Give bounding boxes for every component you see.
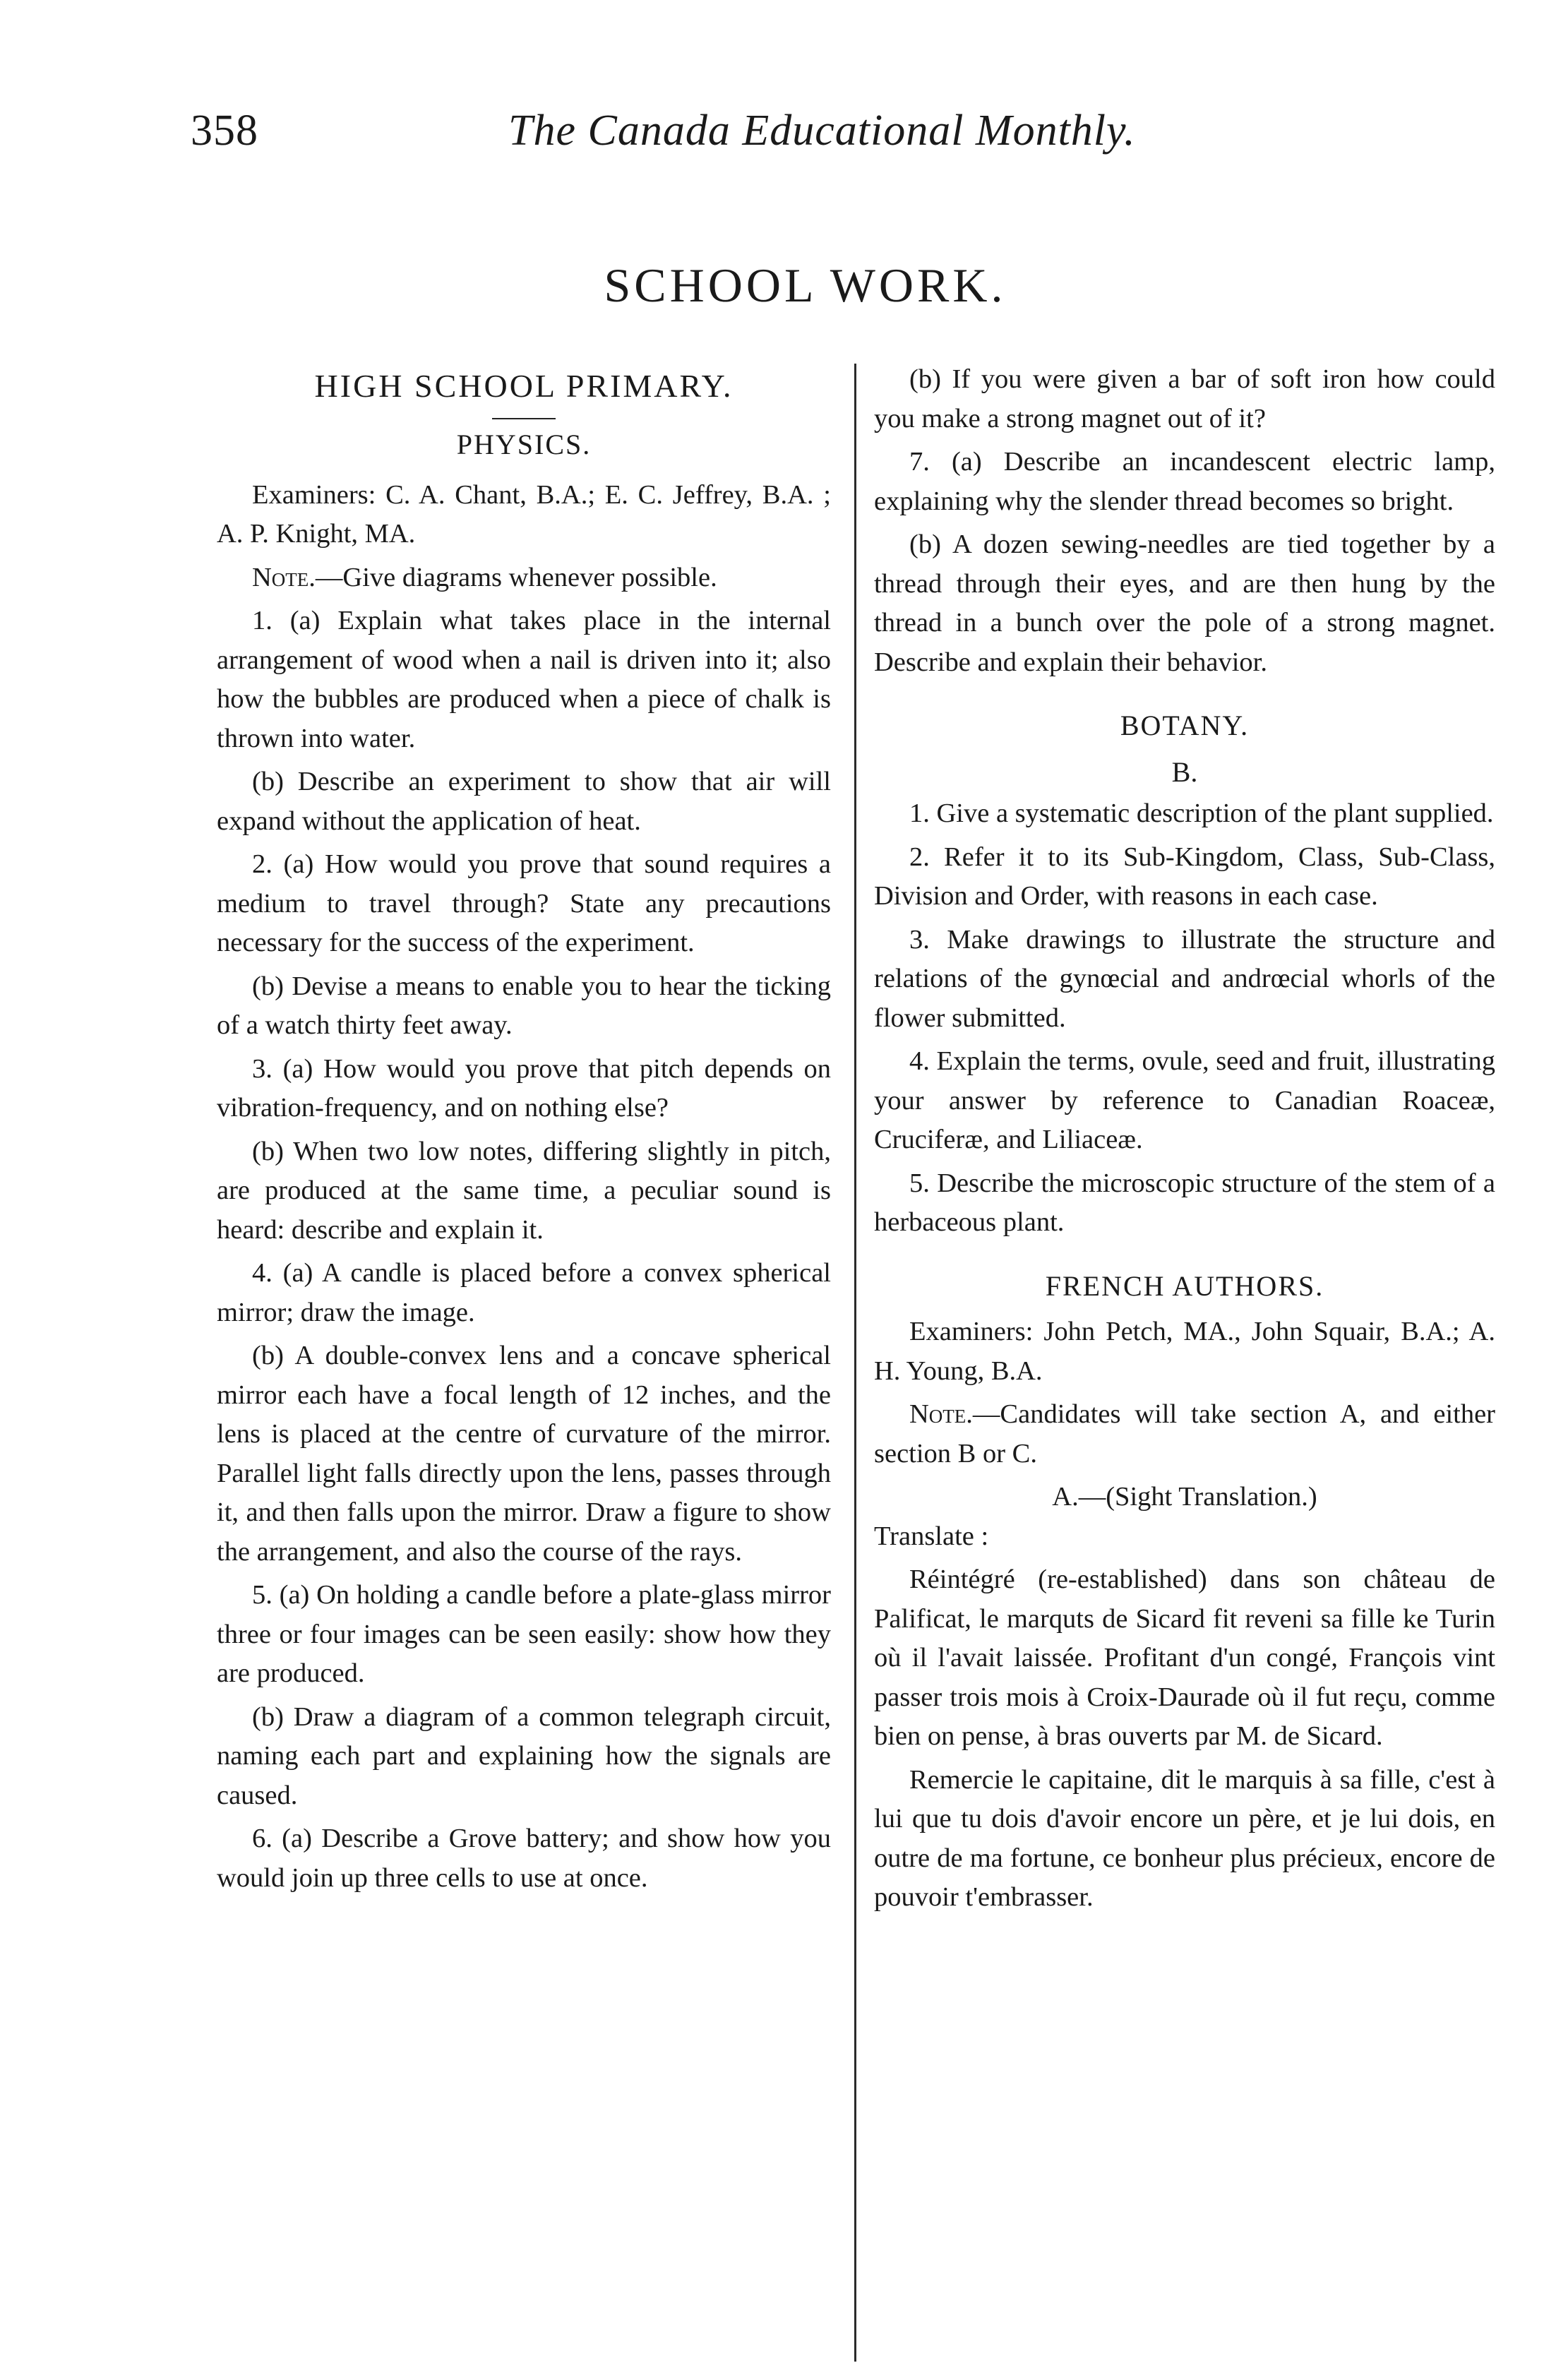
note-text: —Candidates will take section A, and either section B or C.	[874, 1399, 1495, 1468]
french-paragraph: Remercie le capitaine, dit le marquis à sa fille, c'est à lui que tu dois d'avoir encore un père, et je lui dois, en outre de ma fortune, ce bonheur plus précieux, encore de pouvoir t'embrasser.	[874, 1764, 1495, 1912]
question-paragraph: 3. Make drawings to illustrate the structure and relations of the gynœcial and andrœcial whorls of the flower submitted.	[874, 924, 1495, 1033]
question-paragraph: 4. Explain the terms, ovule, seed and fruit, illustrating your answer by reference to Canadian Roaceæ, Cruciferæ, and Liliaceæ.	[874, 1046, 1495, 1154]
question-paragraph: 1. Give a systematic description of the plant supplied.	[909, 798, 1494, 828]
question-paragraph: 3. (a) How would you prove that pitch depends on vibration-frequency, and on nothing else?	[217, 1053, 831, 1123]
question-paragraph: 1. (a) Explain what takes place in the internal arrangement of wood when a nail is driven into it; also how the bubbles are produced when a piece of chalk is thrown into water.	[217, 606, 831, 753]
french-paragraph: Réintégré (re-established) dans son château de Palificat, le marquts de Sicard fit reveni sa fille ke Turin où il l'avait laissée. Profitant d'un congé, François vint passer trois mois à Croix-Daurade où il fut reçu, comme bien on pense, à bras ouverts par M. de Sicard.	[874, 1565, 1495, 1751]
note-label: Note.	[252, 562, 316, 592]
question-paragraph: (b) Devise a means to enable you to hear the ticking of a watch thirty feet away.	[217, 971, 831, 1040]
question-paragraph: 7. (a) Describe an incandescent electric lamp, explaining why the slender thread becomes so bright.	[874, 447, 1495, 516]
question-paragraph: 6. (a) Describe a Grove battery; and show how you would join up three cells to use at once.	[217, 1824, 831, 1893]
question-paragraph: 2. Refer it to its Sub-Kingdom, Class, Sub-Class, Division and Order, with reasons in each case.	[874, 842, 1495, 911]
left-column	[217, 360, 831, 1902]
heading-rule	[492, 418, 556, 419]
question-paragraph: 2. (a) How would you prove that sound requires a medium to travel through? State any precautions necessary for the success of the experiment.	[217, 849, 831, 957]
question-paragraph: (b) Draw a diagram of a common telegraph circuit, naming each part and explaining how the signals are caused.	[217, 1701, 831, 1810]
column-divider	[854, 364, 856, 2362]
question-paragraph: 5. (a) On holding a candle before a plate-glass mirror three or four images can be seen easily: show how they are produced.	[217, 1580, 831, 1688]
heading-botany-b: B.	[1171, 755, 1198, 788]
question-paragraph: 5. Describe the microscopic structure of the stem of a herbaceous plant.	[874, 1168, 1495, 1237]
note-text: —Give diagrams whenever possible.	[315, 562, 717, 592]
right-column	[874, 360, 1495, 1922]
question-paragraph: 4. (a) A candle is placed before a convex spherical mirror; draw the image.	[217, 1258, 831, 1327]
heading-physics: PHYSICS.	[456, 429, 592, 460]
question-paragraph: (b) Describe an experiment to show that air will expand without the application of heat.	[217, 767, 831, 836]
heading-high-school-primary: HIGH SCHOOL PRIMARY.	[314, 368, 734, 404]
note-label: Note.	[909, 1399, 973, 1429]
heading-french-authors: FRENCH AUTHORS.	[1045, 1269, 1324, 1302]
page-number: 358	[191, 107, 258, 155]
physics-examiners: Examiners: C. A. Chant, B.A.; E. C. Jeffrey, B.A. ; A. P. Knight, MA.	[217, 479, 831, 549]
french-note	[874, 1395, 1495, 1473]
translate-label: Translate :	[874, 1521, 989, 1551]
question-paragraph: (b) A dozen sewing-needles are tied together by a thread through their eyes, and are then hung by the thread in a bunch over the pole of a strong magnet. Describe and explain their behavior.	[874, 530, 1495, 677]
question-paragraph: (b) When two low notes, differing slightly in pitch, are produced at the same time, a peculiar sound is heard: describe and explain it.	[217, 1136, 831, 1245]
heading-botany: BOTANY.	[1120, 710, 1250, 741]
section-a-heading: A.—(Sight Translation.)	[1052, 1482, 1317, 1512]
physics-note	[217, 558, 831, 598]
question-paragraph: (b) If you were given a bar of soft iron how could you make a strong magnet out of it?	[874, 364, 1495, 433]
question-paragraph: (b) A double-convex lens and a concave spherical mirror each have a focal length of 12 inches, and the lens is placed at the centre of curvature of the mirror. Parallel light falls directly upon the lens, passes through it, and then falls upon the mirror. Draw a figure to show the arrangement, and also the course of the rays.	[217, 1341, 831, 1567]
section-title: SCHOOL WORK.	[604, 258, 1007, 312]
french-examiners: Examiners: John Petch, MA., John Squair, B.A.; A. H. Young, B.A.	[874, 1317, 1495, 1386]
running-title: The Canada Educational Monthly.	[508, 107, 1136, 155]
